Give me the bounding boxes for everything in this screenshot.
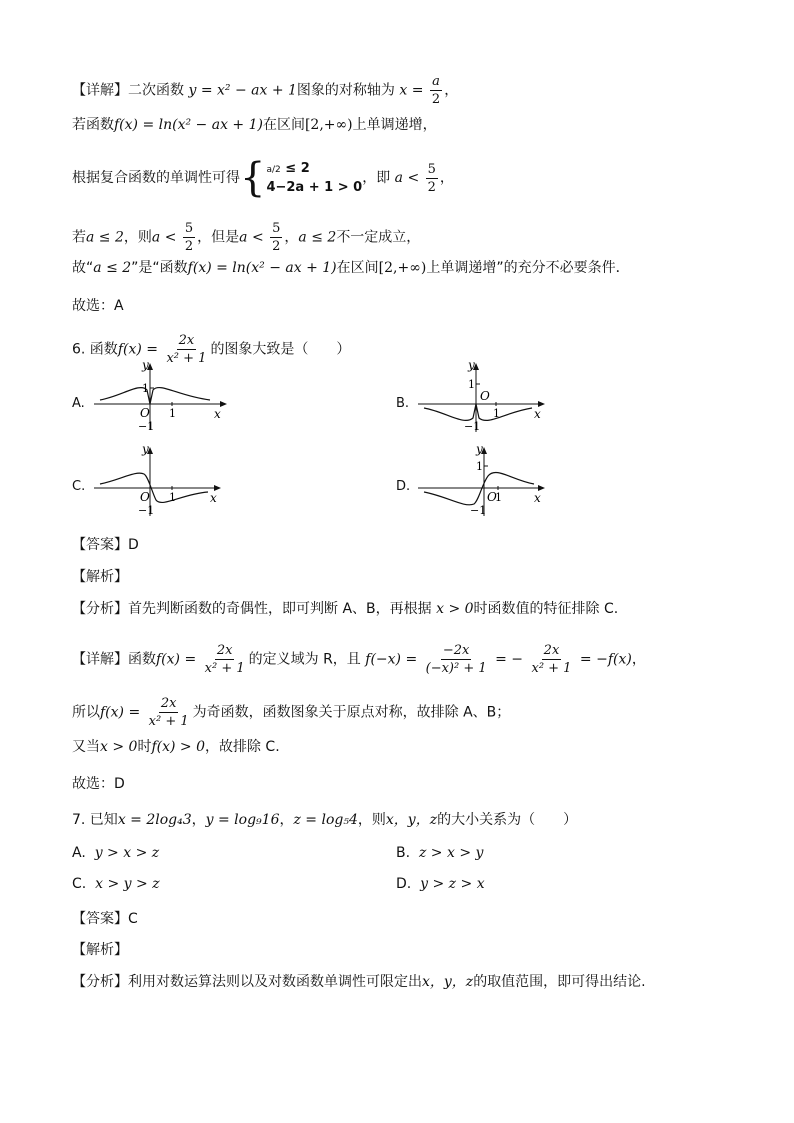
answer-7: 【答案】C [72, 911, 138, 927]
x-axis-label: x [214, 407, 221, 421]
option-7-c[interactable]: C. x > y > z [72, 876, 160, 892]
curve [424, 472, 534, 504]
y-axis-label: y [142, 360, 149, 372]
detail-line-1: 【详解】二次函数 y = x² − ax + 1图象的对称轴为 x = $\frac{a}{2}$ ， [72, 74, 459, 107]
answer-6: 【答案】D [72, 537, 139, 553]
positive-line: 又当x > 0时f(x) > 0，故排除 C. [72, 739, 280, 755]
selection-d: 故选：D [72, 776, 125, 792]
y-axis-label: y [476, 444, 483, 456]
inequality-system: { a/2 ≤ 2 4−2a + 1 > 0 [240, 155, 363, 201]
detail-line-2: 若函数f(x) = ln(x² − ax + 1)在区间[2,+∞)上单调递增， [72, 117, 437, 133]
tick-label-yneg1: −1 [138, 504, 155, 517]
tick-label-x1: 1 [495, 491, 502, 504]
analysis-6: 【分析】首先判断函数的奇偶性，即可判断 A、B，再根据 x > 0时函数值的特征排除 C. [72, 601, 619, 617]
question-7: 7. 已知x = 2log₄3，y = log₉16，z = log₅4，则x，y，z的大小关系为（ ） [72, 812, 578, 828]
tick-label-y1: 1 [142, 382, 149, 395]
detail-line-3: 根据复合函数的单调性可得 { a/2 ≤ 2 4−2a + 1 > 0 ，即 a < $\frac{5}{2}$ ， [72, 155, 454, 201]
graph-option-a[interactable] [92, 360, 232, 436]
option-label-c[interactable]: C. [72, 479, 86, 494]
curve [100, 388, 210, 404]
detail-line-4: 若a ≤ 2，则a < $\frac{5}{2}$ ，但是a < $\frac{5}{2}$ ，a ≤ 2不一定成立， [72, 221, 421, 254]
tick-label-x1: 1 [169, 491, 176, 504]
graph-option-d[interactable] [416, 444, 556, 520]
question-6: 6. 函数f(x) = $\frac{2x}{\text{x² + 1}}$ 的图象大致是（ ） [72, 333, 351, 366]
option-label-a[interactable]: A. [72, 396, 85, 411]
tick-label-y1: 1 [476, 460, 483, 473]
tick-label-yneg1: −1 [464, 420, 481, 433]
x-axis-arrow [220, 401, 227, 407]
tick-label-yneg1: −1 [470, 504, 487, 517]
x-axis-label: x [534, 491, 541, 505]
analysis-heading-7: 【解析】 [72, 942, 128, 958]
option-label-d[interactable]: D. [396, 479, 411, 494]
y-axis-label: y [142, 444, 149, 456]
detail-6: 【详解】函数f(x) = $\frac{2x}{\text{x² + 1}}$ 的定义域为 R，且 f(−x) = $\frac{-2x}{\text{(−x)² + 1}}$ = − $\frac{2x}{\text{x² + 1}}$ = −f(x)， [72, 643, 646, 676]
tick-label-x1: 1 [169, 407, 176, 420]
analysis-heading-6: 【解析】 [72, 569, 128, 585]
graph-option-c[interactable] [92, 444, 232, 520]
fraction-2x-over-x2plus1: $\frac{2x}{\text{x² + 1}}$ [166, 333, 207, 366]
detail-tag: 【详解】 [72, 82, 128, 99]
quadratic-expression: y = x² − ax + 1 [188, 82, 297, 99]
curve [424, 404, 532, 420]
x-axis-label: x [534, 407, 541, 421]
interval-expression: [2,+∞) [304, 117, 353, 133]
odd-function-line: 所以f(x) = $\frac{2x}{\text{x² + 1}}$ 为奇函数，函数图象关于原点对称，故排除 A、B； [72, 696, 511, 729]
origin-label: O [487, 490, 497, 504]
x-axis-label: x [210, 491, 217, 505]
graph-option-b[interactable] [416, 360, 556, 436]
analysis-7: 【分析】利用对数运算法则以及对数函数单调性可限定出x，y，z的取值范围，即可得出结论. [72, 974, 646, 990]
log-function-expression: f(x) = ln(x² − ax + 1) [114, 117, 263, 133]
tick-label-y1: 1 [468, 378, 475, 391]
origin-label: O [140, 490, 150, 504]
tick-label-yneg1: −1 [138, 420, 155, 433]
tick-label-x1: 1 [493, 407, 500, 420]
fraction-a-over-2: $\frac{a}{2}$ [431, 74, 441, 107]
origin-label: O [140, 406, 150, 420]
origin-label: O [480, 389, 490, 403]
option-label-b[interactable]: B. [396, 396, 410, 411]
option-7-a[interactable]: A. y > x > z [72, 845, 160, 861]
y-axis-label: y [468, 360, 475, 372]
detail-line-5: 故“a ≤ 2”是“函数f(x) = ln(x² − ax + 1)在区间[2,+∞)上单调递增”的充分不必要条件． [72, 260, 630, 276]
selection-a: 故选：A [72, 298, 124, 314]
option-7-b[interactable]: B. z > x > y [396, 845, 484, 861]
fraction-5-over-2: $\frac{5}{2}$ [427, 161, 436, 195]
option-7-d[interactable]: D. y > z > x [396, 876, 485, 892]
